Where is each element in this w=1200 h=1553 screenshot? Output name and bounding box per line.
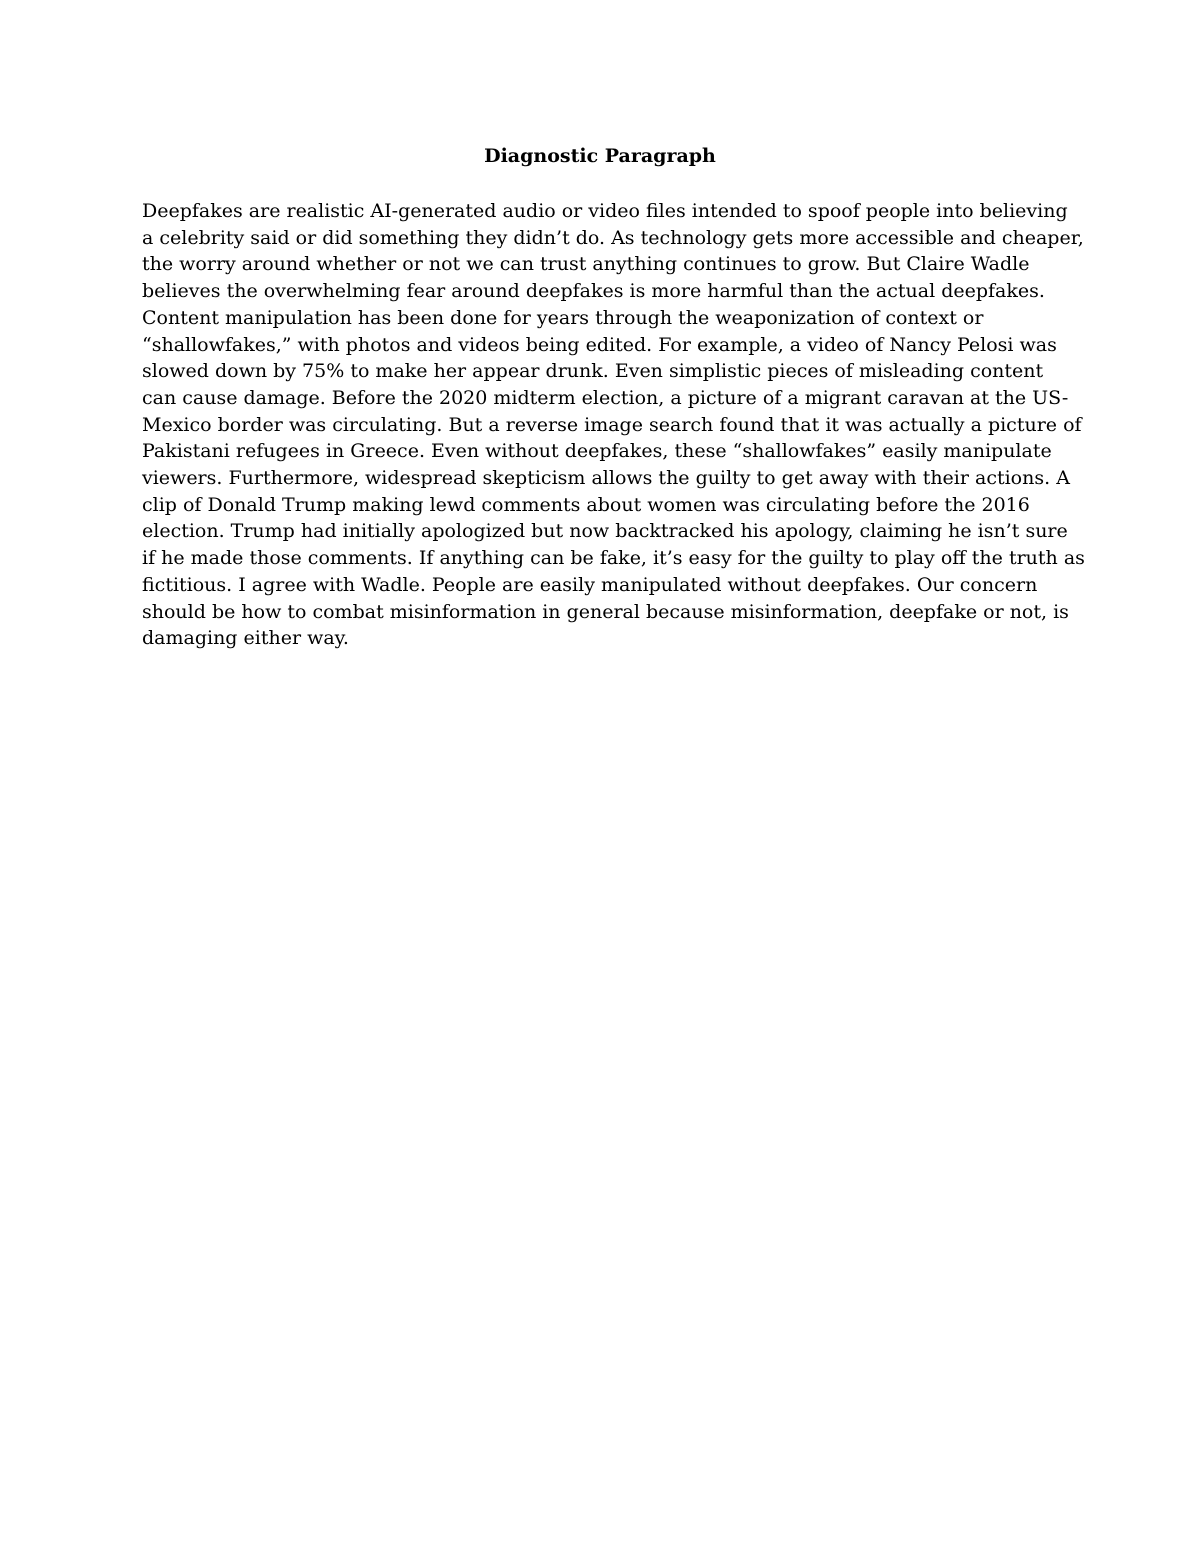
paragraph-line: believes the overwhelming fear around deepfakes is more harmful than the actual deepfakes. — [142, 280, 1045, 303]
paragraph-line: fictitious. I agree with Wadle. People are easily manipulated without deepfakes. Our concern — [142, 573, 1038, 596]
paragraph-line: clip of Donald Trump making lewd comments about women was circulating before the 2016 — [142, 493, 1030, 516]
paragraph-line: should be how to combat misinformation in general because misinformation, deepfake or not, is — [142, 600, 1069, 623]
paragraph-line: if he made those comments. If anything can be fake, it’s easy for the guilty to play off the truth as — [142, 547, 1085, 570]
paragraph-line: “shallowfakes,” with photos and videos being edited. For example, a video of Nancy Pelosi was — [142, 333, 1057, 356]
paragraph-line: viewers. Furthermore, widespread skepticism allows the guilty to get away with their actions. A — [142, 467, 1070, 490]
paragraph-line: damaging either way. — [142, 627, 349, 650]
paragraph-line: Content manipulation has been done for years through the weaponization of context or — [142, 306, 984, 329]
paragraph-line: slowed down by 75% to make her appear drunk. Even simplistic pieces of misleading content — [142, 360, 1044, 383]
document-title: Diagnostic Paragraph — [484, 145, 716, 167]
paragraph-line: a celebrity said or did something they didn’t do. As technology gets more accessible and cheaper, — [142, 226, 1084, 249]
paragraph-line: can cause damage. Before the 2020 midterm election, a picture of a migrant caravan at the US- — [142, 386, 1069, 409]
paragraph-line: election. Trump had initially apologized but now backtracked his apology, claiming he isn’t sure — [142, 520, 1068, 543]
paragraph-line: Deepfakes are realistic AI-generated audio or video files intended to spoof people into believing — [142, 200, 1068, 222]
paragraph-line: the worry around whether or not we can trust anything continues to grow. But Claire Wadle — [142, 253, 1030, 276]
paragraph-line: Mexico border was circulating. But a reverse image search found that it was actually a picture of — [142, 413, 1082, 436]
paragraph-line: Pakistani refugees in Greece. Even without deepfakes, these “shallowfakes” easily manipulate — [142, 440, 1052, 463]
document-paragraph — [142, 198, 1085, 652]
